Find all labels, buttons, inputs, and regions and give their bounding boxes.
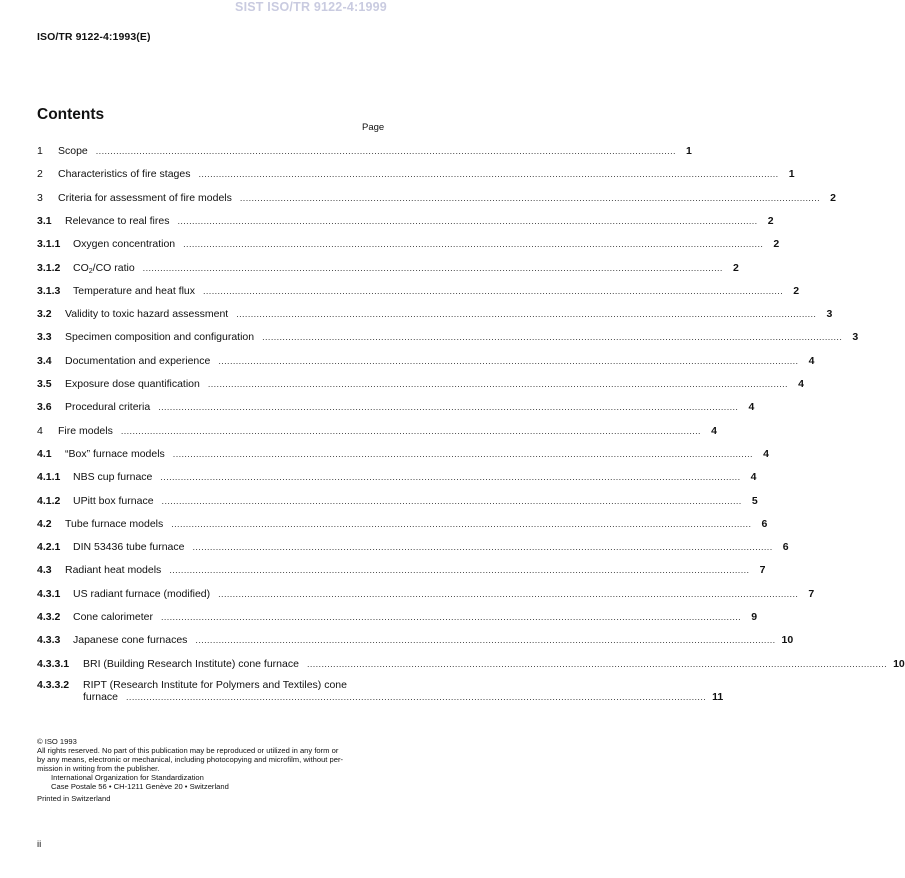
toc-entry-page: 10: [781, 634, 794, 647]
toc-entry-title: Specimen composition and configuration: [65, 331, 255, 344]
toc-entry-title-continued: furnace: [83, 690, 119, 703]
toc-entry[interactable]: [37, 401, 755, 414]
rights-text-line: mission in writing from the publisher.: [37, 764, 160, 773]
dot-leader: ........................................................................................................................................................................................................: [160, 472, 741, 483]
toc-entry[interactable]: [37, 168, 795, 181]
toc-entry[interactable]: [37, 517, 768, 530]
toc-entry-title: Tube furnace models: [65, 517, 164, 530]
toc-entry-number: 4.3.2: [37, 611, 61, 623]
toc-entry-title: “Box” furnace models: [65, 447, 165, 460]
toc-entry-page: 3: [826, 308, 833, 321]
toc-entry-number: 2: [37, 168, 43, 181]
dot-leader: ........................................................................................................................................................................................................: [158, 402, 739, 413]
toc-entry[interactable]: [37, 378, 804, 390]
toc-entry-title: [73, 262, 135, 274]
dot-leader: ........................................................................................................................................................................................................: [120, 425, 701, 436]
contents-heading: Contents: [37, 106, 105, 123]
toc-entry-page: 2: [773, 238, 780, 251]
toc-entry-number: 1: [37, 145, 43, 157]
toc-entry-title-subscript: 2: [88, 267, 93, 275]
toc-entry[interactable]: [37, 447, 769, 460]
toc-entry[interactable]: [37, 145, 692, 157]
toc-entry-page: 10: [893, 657, 905, 670]
toc-entry-page: 7: [808, 587, 815, 600]
toc-entry-number: 4.3.3.1: [37, 657, 70, 670]
toc-entry[interactable]: [37, 331, 859, 344]
toc-entry-number: 3.2: [37, 308, 52, 321]
copyright-notice: © ISO 1993: [37, 737, 77, 746]
toc-entry-number: 4.3.1: [37, 587, 61, 600]
toc-entry-number: 4.2.1: [37, 541, 61, 554]
dot-leader: ........................................................................................................................................................................................................: [195, 635, 776, 646]
toc-entry[interactable]: [37, 261, 739, 275]
toc-entry[interactable]: [37, 308, 833, 321]
toc-entry-title: NBS cup furnace: [73, 471, 153, 484]
toc-entry[interactable]: [37, 678, 724, 703]
toc-entry[interactable]: [37, 424, 717, 437]
toc-entry[interactable]: [37, 284, 800, 297]
dot-leader: ........................................................................................................................................................................................................: [192, 542, 773, 553]
toc-entry-page: 4: [750, 471, 757, 484]
toc-entry-title: Temperature and heat flux: [73, 284, 195, 297]
toc-entry-number: 4.2: [37, 517, 52, 530]
dot-leader: ........................................................................................................................................................................................................: [218, 588, 799, 599]
toc-entry-number: 4.3: [37, 564, 52, 577]
toc-entry-page: 2: [732, 261, 739, 274]
toc-entry[interactable]: [37, 471, 757, 484]
page-number: ii: [37, 839, 42, 850]
dot-leader: ........................................................................................................................................................................................................: [161, 495, 742, 506]
printed-in: Printed in Switzerland: [37, 794, 111, 803]
dot-leader: ........................................................................................................................................................................................................: [218, 355, 799, 366]
toc-entry-number: 4.1.2: [37, 494, 61, 507]
document-identifier: ISO/TR 9122-4:1993(E): [37, 31, 151, 43]
toc-entry-number: 4.3.3.2: [37, 678, 70, 691]
toc-entry-title: Characteristics of fire stages: [58, 168, 191, 181]
dot-leader: ........................................................................................................................................................................................................: [262, 332, 843, 343]
toc-entry-title-part: CO: [73, 261, 89, 274]
dot-leader: ........................................................................................................................................................................................................: [207, 379, 788, 389]
toc-entry[interactable]: [37, 191, 837, 204]
dot-leader: ........................................................................................................................................................................................................: [177, 215, 758, 226]
dot-leader: ........................................................................................................................................................................................................: [126, 691, 707, 702]
organization-address: Case Postale 56 • CH-1211 Genève 20 • Switzerland: [51, 782, 229, 791]
toc-entry-title: Procedural criteria: [65, 401, 151, 414]
toc-entry-number: 4.1.1: [37, 471, 61, 484]
toc-entry[interactable]: [37, 657, 905, 670]
toc-entry[interactable]: [37, 611, 758, 623]
toc-entry-title: RIPT (Research Institute for Polymers and Textiles) cone: [83, 678, 347, 691]
toc-entry[interactable]: [37, 214, 774, 227]
toc-entry-title: Japanese cone furnaces: [73, 634, 188, 647]
organization-name: International Organization for Standardization: [51, 773, 204, 782]
toc-entry-number: 3.6: [37, 401, 52, 414]
toc-entry-title: UPitt box furnace: [73, 494, 154, 507]
toc-entry[interactable]: [37, 238, 780, 251]
toc-entry-title-part: /CO ratio: [92, 261, 135, 274]
toc-entry-number: 3.1: [37, 214, 52, 227]
toc-entry-page: 1: [686, 145, 692, 157]
toc-entry-title: Exposure dose quantification: [65, 378, 200, 390]
toc-entry-number: 3.1.2: [37, 261, 61, 274]
dot-leader: ........................................................................................................................................................................................................: [203, 285, 784, 296]
toc-entry[interactable]: [37, 634, 794, 647]
dot-leader: ........................................................................................................................................................................................................: [198, 169, 779, 180]
toc-entry[interactable]: [37, 587, 815, 600]
dot-leader: ........................................................................................................................................................................................................: [172, 448, 753, 459]
toc-entry[interactable]: [37, 494, 758, 507]
toc-entry-title: Oxygen concentration: [73, 238, 176, 251]
toc-entry-page: 3: [852, 331, 859, 344]
toc-entry-page: 6: [761, 517, 768, 530]
toc-entry-page: 4: [798, 378, 804, 390]
toc-entry-title: Validity to toxic hazard assessment: [65, 308, 229, 321]
toc-entry-number: 3.3: [37, 331, 52, 344]
toc-entry-page: 2: [767, 214, 774, 227]
toc-entry-page: 5: [751, 494, 758, 507]
toc-entry-page: 9: [751, 611, 758, 623]
watermark: SIST ISO/TR 9122-4:1999: [235, 0, 387, 14]
toc-entry-title: Cone calorimeter: [73, 611, 153, 623]
dot-leader: ........................................................................................................................................................................................................: [306, 658, 888, 669]
toc-entry-page: 6: [782, 541, 789, 554]
toc-entry-title: DIN 53436 tube furnace: [73, 541, 185, 554]
toc-entry-page: 11: [712, 690, 724, 703]
rights-text-line: All rights reserved. No part of this publication may be reproduced or utilized in any form or: [37, 746, 339, 755]
dot-leader: ........................................................................................................................................................................................................: [95, 146, 676, 156]
dot-leader: ........................................................................................................................................................................................................: [239, 192, 821, 203]
toc-entry-number: 4: [37, 424, 43, 437]
toc-entry-number: 3.1.3: [37, 284, 61, 297]
dot-leader: ........................................................................................................................................................................................................: [169, 565, 750, 576]
toc-entry[interactable]: [37, 541, 789, 554]
dot-leader: ........................................................................................................................................................................................................: [183, 239, 764, 250]
toc-entry-number: 4.3.3: [37, 634, 61, 647]
toc-entry-number: 3.4: [37, 354, 52, 367]
toc-entry-page: 4: [808, 354, 815, 367]
toc-entry-page: 4: [763, 447, 769, 460]
toc-entry-title: Documentation and experience: [65, 354, 211, 367]
copyright-block: [37, 737, 387, 803]
toc-entry[interactable]: [37, 354, 815, 367]
toc-entry-number: 4.1: [37, 447, 52, 460]
toc-entry-page: 4: [748, 401, 755, 414]
toc-entry-number: 3.5: [37, 378, 52, 390]
toc-entry-title: Fire models: [58, 424, 113, 437]
toc-entry-page: 1: [788, 168, 795, 181]
dot-leader: ........................................................................................................................................................................................................: [142, 262, 723, 273]
dot-leader: ........................................................................................................................................................................................................: [171, 518, 752, 529]
toc-entry-title: US radiant furnace (modified): [73, 587, 211, 600]
toc-entry-number: 3.1.1: [37, 238, 61, 251]
toc-entry-title: Relevance to real fires: [65, 214, 170, 227]
toc-entry[interactable]: [37, 564, 766, 577]
toc-entry-page: 2: [830, 191, 837, 204]
toc-entry-title: BRI (Building Research Institute) cone furnace: [83, 657, 299, 670]
page-column-label: Page: [362, 122, 385, 133]
rights-text-line: by any means, electronic or mechanical, including photocopying and microfilm, without per-: [37, 755, 344, 764]
toc-entry-number: 3: [37, 191, 43, 204]
toc-entry-page: 7: [759, 564, 766, 577]
toc-entry-page: 4: [711, 424, 717, 437]
toc-entry-page: 2: [793, 284, 800, 297]
toc-entry-title: Criteria for assessment of fire models: [58, 191, 232, 204]
toc-entry-title: Scope: [58, 145, 88, 157]
dot-leader: ........................................................................................................................................................................................................: [236, 309, 817, 320]
dot-leader: ........................................................................................................................................................................................................: [160, 612, 742, 622]
toc-entry-title: Radiant heat models: [65, 564, 162, 577]
